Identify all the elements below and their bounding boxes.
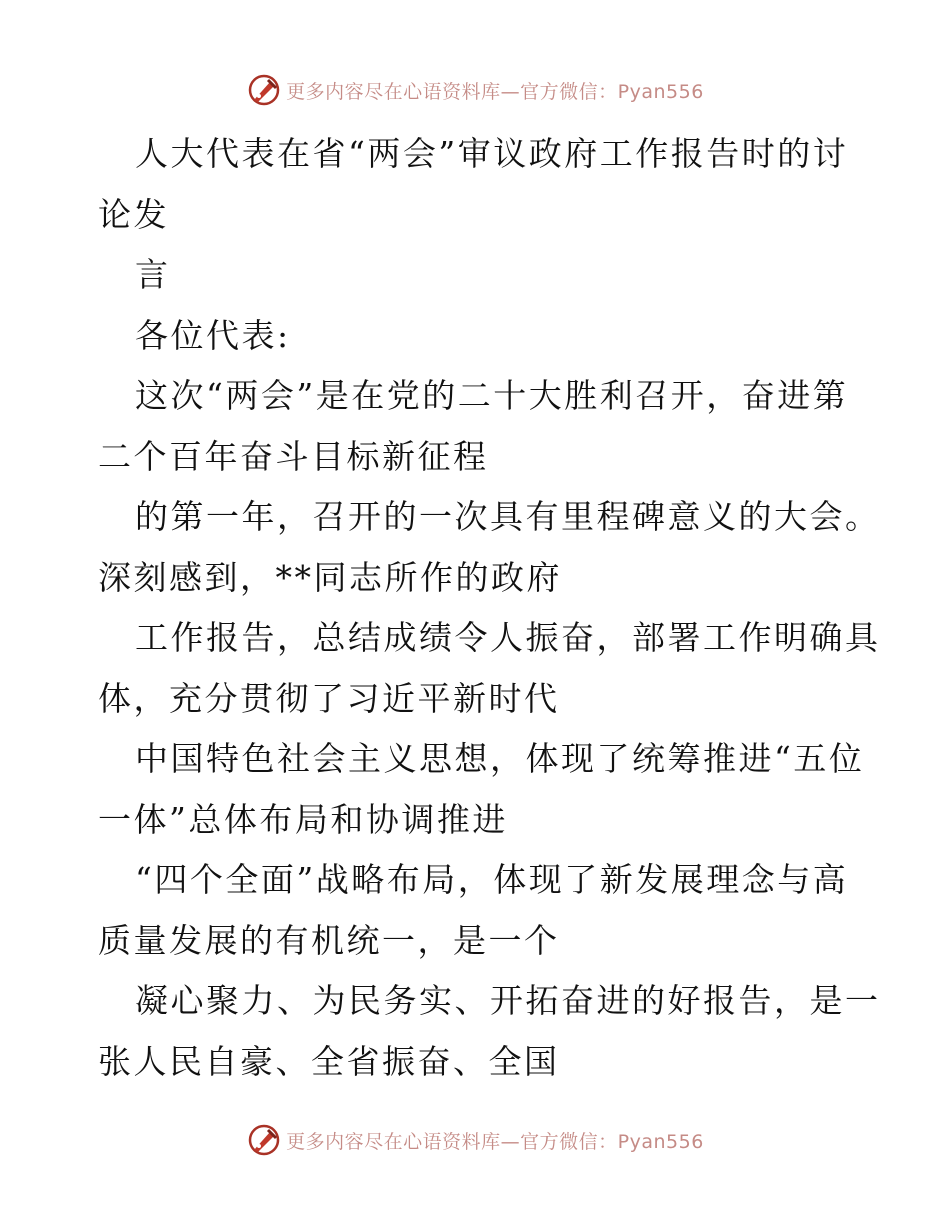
footer-watermark <box>0 1120 950 1160</box>
title-line-1: 人大代表在省“两会”审议政府工作报告时的讨 <box>135 134 849 173</box>
pen-nib-icon <box>246 1122 282 1158</box>
salutation: 各位代表: <box>135 315 291 355</box>
title-line-2: 论发 <box>98 194 169 234</box>
footer-watermark-text: 更多内容尽在心语资料库—官方微信：Pyan556 <box>286 1130 704 1153</box>
paragraph-line: 这次“两会”是在党的二十大胜利召开，奋进第 <box>135 376 849 415</box>
paragraph-line: 中国特色社会主义思想，体现了统筹推进“五位 <box>135 739 865 778</box>
paragraph-line: “四个全面”战略布局，体现了新发展理念与高 <box>135 860 849 899</box>
paragraph-line: 一体”总体布局和协调推进 <box>98 799 508 839</box>
paragraph-line: 凝心聚力、为民务实、开拓奋进的好报告，是一 <box>135 981 881 1020</box>
paragraph-line: 的第一年，召开的一次具有里程碑意义的大会。 <box>135 497 881 536</box>
document-body <box>98 124 881 1092</box>
pen-nib-icon <box>246 72 282 108</box>
paragraph-line: 工作报告，总结成绩令人振奋，部署工作明确具 <box>135 618 881 657</box>
paragraph-line: 张人民自豪、全省振奋、全国 <box>98 1041 560 1081</box>
paragraph-line: 体，充分贯彻了习近平新时代 <box>98 678 560 718</box>
paragraph-line: 深刻感到，**同志所作的政府 <box>98 557 562 597</box>
title-line-3: 言 <box>135 255 171 294</box>
header-watermark-text: 更多内容尽在心语资料库—官方微信：Pyan556 <box>286 80 704 103</box>
paragraph-line: 二个百年奋斗目标新征程 <box>98 436 489 476</box>
paragraph-line: 质量发展的有机统一，是一个 <box>98 920 560 960</box>
header-watermark <box>0 70 950 110</box>
